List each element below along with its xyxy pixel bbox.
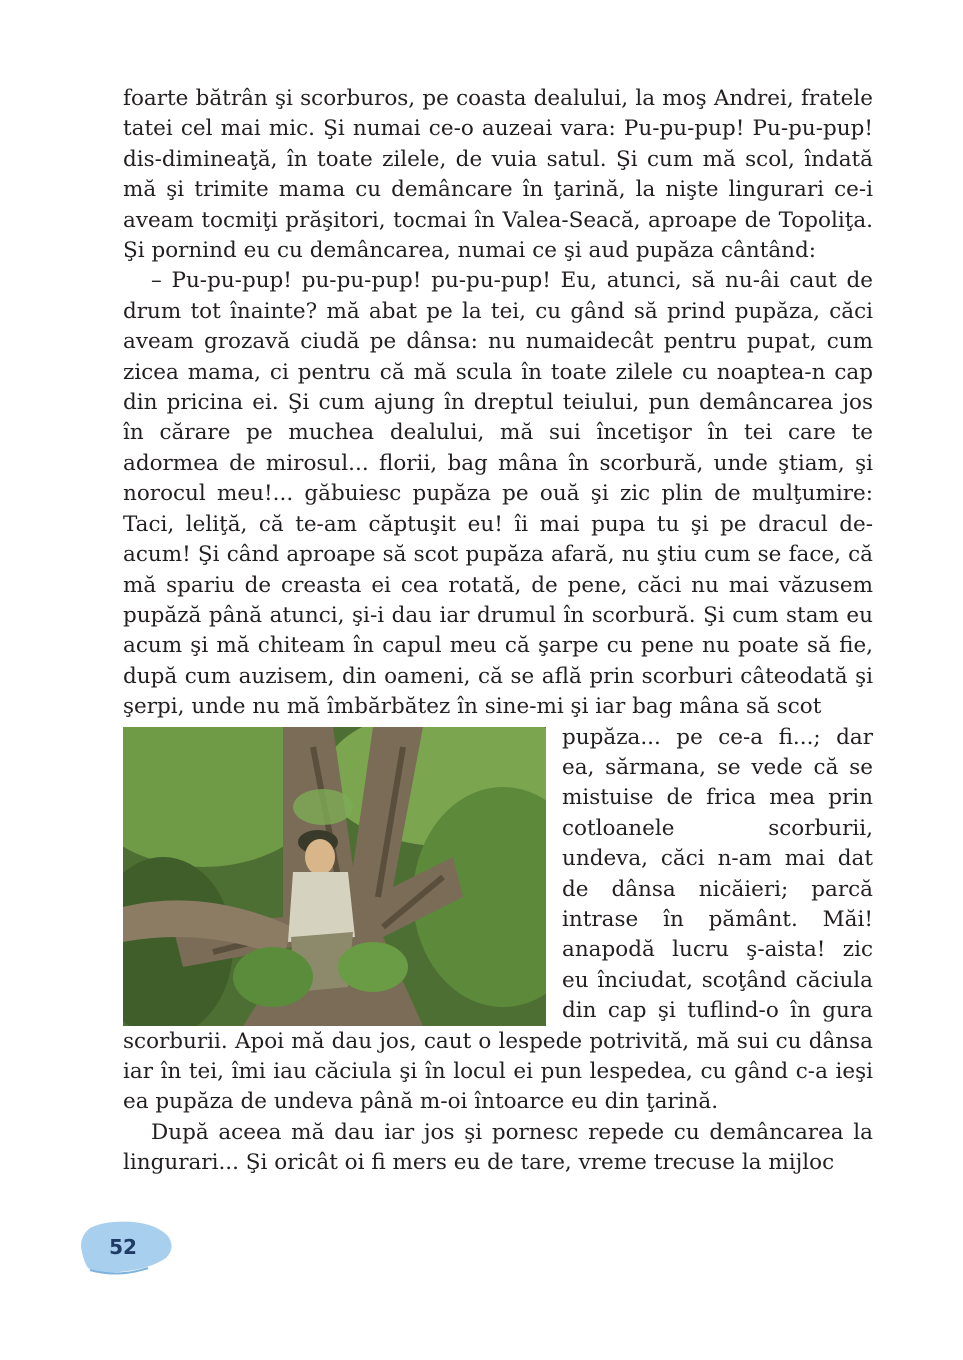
paragraph-2-intro: – Pu-pu-pup! pu-pu-pup! pu-pu-pup! Eu, atunci, să nu-âi caut de drum tot înainte? mă abat pe la tei, cu gând să prind pupăza, căci aveam grozavă ciudă pe dânsa: nu numaidecât pentru pupat, cum zicea mama, ci pentru că mă scula în toate zilele cu noaptea-n cap din pricina ei. Şi cum ajung în dreptul teiului, pun demâncarea jos în cărare pe muchea dealului, mă sui încetişor în tei care te adormea de mirosul... florii, bag mâna în scorbură, unde ştiam, şi norocul meu!... găbuiesc pupăza pe ouă şi zic plin de mulţumire: Taci, leliţă, că te-am căptuşit eu! îi mai pupa tu şi pe dracul de-acum! Şi când aproape să scot pupăza afară, nu ştiu cum se face, că mă spariu de creasta ei cea rotată, de pene, căci nu mai văzusem pupăză până atunci, şi-i dau iar drumul în scorbură. Şi cum stam eu acum şi mă chiteam în capul meu că şarpe cu pene nu poate să fie, după cum auzisem, din oameni, că se află prin scorburi câteodată şi şerpi, unde nu mă îmbărbătez în sine-mi şi iar bag mâna să scot	[123, 268, 873, 720]
paragraph-1: foarte bătrân şi scorburos, pe coasta dealului, la moş Andrei, fratele tatei cel mai mic. Şi numai ce-o auzeai vara: Pu-pu-pup! Pu-pu-pup! dis-dimineaţă, în toate zilele, de vuia satul. Şi cum mă scol, îndată mă şi trimite mama cu demâncare în ţarină, la nişte lingurari ce-i aveam tocmiţi prăşitori, tocmai în Valea-Seacă, aproape de Topoliţa. Şi pornind eu cu demâncarea, numai ce şi aud pupăza cântând:	[123, 86, 873, 264]
page-number: 52	[109, 1235, 137, 1259]
page-text	[123, 84, 873, 1179]
illustration-boy-in-tree	[123, 727, 546, 1026]
page-number-badge	[78, 1218, 174, 1276]
boy-in-linden-tree-image	[123, 727, 546, 1026]
paragraph-3: După aceea mă dau iar jos şi pornesc repede cu demâncarea la lingurari... Şi oricât oi fi mers eu de tare, vreme trecuse la mijloc	[123, 1119, 873, 1176]
paragraph-2-wrap: pupăza... pe ce-a fi...; dar ea, sărmana, se vede că se mistuise de frica mea prin cotloanele scorburii, undeva, căci n-am mai dat de dânsa nicăieri; parcă intrase în pământ. Măi! anapodă lucru ş-aista! zic eu înciudat, scoţând căciula din cap şi tuflind-o în gura scorburii. Apoi mă dau jos, caut o lespede potrivită, mă sui cu dânsa iar în tei, îmi iau căciula şi în locul ei pun lespedea, cu gând c-a ieşi ea pupăza de undeva până m-oi întoarce eu din ţarină.	[123, 724, 873, 1115]
